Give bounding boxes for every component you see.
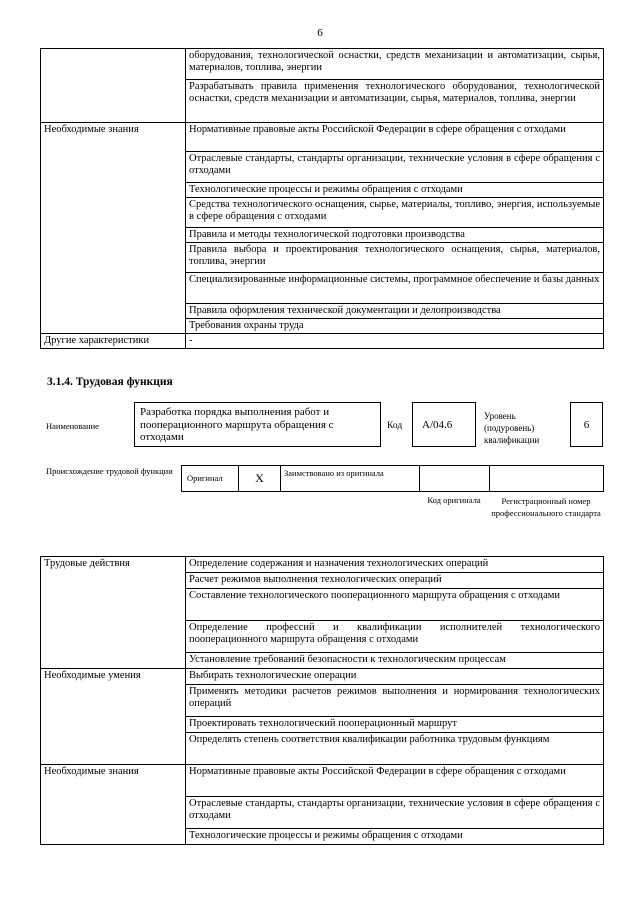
name-label: Наименование bbox=[46, 421, 99, 431]
function-code-box bbox=[412, 402, 476, 447]
table-row: Нормативные правовые акты Российской Федерации в сфере обращения с отходами bbox=[186, 765, 604, 797]
reg-number-caption: Регистрационный номер профессионального стандарта bbox=[491, 496, 601, 518]
code-original-caption: Код оригинала bbox=[427, 495, 481, 505]
table-row: Определять степень соответствия квалификации работника трудовым функциям bbox=[186, 733, 604, 765]
page-number: 6 bbox=[317, 27, 323, 39]
table-row: Правила и методы технологической подготовки производства bbox=[186, 228, 604, 243]
table-row: Составление технологического пооперационного маршрута обращения с отходами bbox=[186, 589, 604, 621]
function-name-box bbox=[134, 402, 381, 447]
table-row: оборудования, технологической оснастки, средств механизации и автоматизации, сырья, материалов, топлива, энергии bbox=[186, 49, 604, 80]
table-row: Правила оформления технической документации и делопроизводства bbox=[186, 304, 604, 319]
table-row: Технологические процессы и режимы обращения с отходами bbox=[186, 183, 604, 198]
empty-label-cell bbox=[41, 49, 186, 123]
table-row: Отраслевые стандарты, стандарты организации, технические условия в сфере обращения с отходами bbox=[186, 797, 604, 829]
table-row: Определение содержания и назначения технологических операций bbox=[186, 557, 604, 573]
section-heading: 3.1.4. Трудовая функция bbox=[47, 376, 173, 388]
original-label: Оригинал bbox=[182, 466, 239, 492]
table-row: Разрабатывать правила применения технологического оборудования, технологической оснастки, средств механизации и автоматизации, сырья, материалов, топлива, энергии bbox=[186, 80, 604, 123]
skills-label: Необходимые умения bbox=[41, 669, 186, 765]
table-row: Расчет режимов выполнения технологических операций bbox=[186, 573, 604, 589]
other-characteristics-label: Другие характеристики bbox=[41, 334, 186, 349]
level-box bbox=[570, 402, 603, 447]
table-row: Выбирать технологические операции bbox=[186, 669, 604, 685]
level-value: 6 bbox=[583, 418, 590, 431]
top-requirements-table bbox=[40, 48, 604, 349]
table-row: Требования охраны труда bbox=[186, 319, 604, 334]
function-code-value: А/04.6 bbox=[422, 418, 453, 431]
knowledge-label: Необходимые знания bbox=[41, 123, 186, 334]
function-name-value: Разработка порядка выполнения работ и пооперационного маршрута обращения с отходами bbox=[140, 406, 334, 443]
table-row: Средства технологического оснащения, сырье, материалы, топливо, энергия, используемые в сфере обращения с отходами bbox=[186, 198, 604, 228]
table-row: Специализированные информационные системы, программное обеспечение и базы данных bbox=[186, 273, 604, 304]
code-label: Код bbox=[387, 421, 403, 431]
code-original-cell bbox=[420, 466, 490, 492]
table-row: Определение профессий и квалификации исполнителей технологического пооперационного маршрута обращения с отходами bbox=[186, 621, 604, 653]
reg-number-cell bbox=[490, 466, 604, 492]
table-row: Установление требований безопасности к технологическим процессам bbox=[186, 653, 604, 669]
bottom-function-table bbox=[40, 556, 604, 845]
other-characteristics-value: - bbox=[186, 334, 604, 349]
table-row: Правила выбора и проектирования технологического оснащения, сырья, материалов, топлива, энергии bbox=[186, 243, 604, 273]
table-row: Отраслевые стандарты, стандарты организации, технические условия в сфере обращения с отходами bbox=[186, 152, 604, 183]
origin-table bbox=[181, 465, 604, 492]
origin-label: Происхождение трудовой функции bbox=[46, 466, 173, 476]
table-row: Технологические процессы и режимы обращения с отходами bbox=[186, 829, 604, 845]
actions-label: Трудовые действия bbox=[41, 557, 186, 669]
table-row: Применять методики расчетов режимов выполнения и нормирования технологических операций bbox=[186, 685, 604, 717]
table-row: Проектировать технологический пооперационный маршрут bbox=[186, 717, 604, 733]
table-row: Нормативные правовые акты Российской Федерации в сфере обращения с отходами bbox=[186, 123, 604, 152]
original-mark: X bbox=[239, 466, 281, 492]
borrowed-label: Заимствовано из оригинала bbox=[281, 466, 420, 492]
level-label: Уровень (подуровень) квалификации bbox=[484, 411, 540, 445]
knowledge-label: Необходимые знания bbox=[41, 765, 186, 845]
